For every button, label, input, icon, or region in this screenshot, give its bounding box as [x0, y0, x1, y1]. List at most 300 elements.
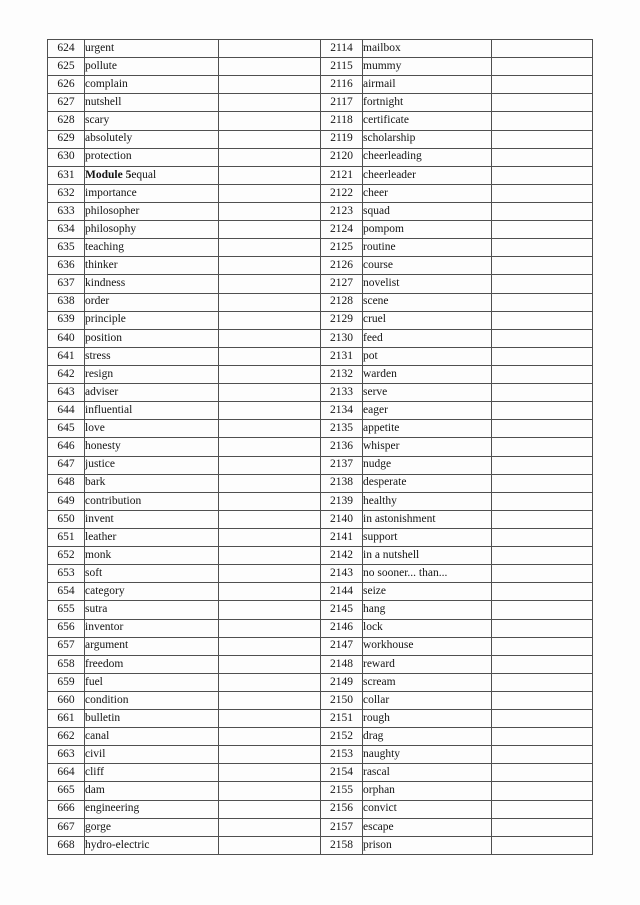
- right-word-cell: scholarship: [363, 130, 492, 148]
- right-word-cell: scream: [363, 673, 492, 691]
- right-index-cell: 2142: [321, 547, 363, 565]
- left-word-cell: love: [85, 420, 219, 438]
- left-index-cell: 660: [48, 691, 85, 709]
- left-answer-cell: [219, 673, 321, 691]
- left-index-cell: 653: [48, 565, 85, 583]
- right-word-cell: seize: [363, 583, 492, 601]
- left-answer-cell: [219, 547, 321, 565]
- left-answer-cell: [219, 40, 321, 58]
- left-answer-cell: [219, 637, 321, 655]
- right-answer-cell: [492, 528, 593, 546]
- right-index-cell: 2143: [321, 565, 363, 583]
- left-index-cell: 638: [48, 293, 85, 311]
- right-answer-cell: [492, 673, 593, 691]
- left-word-cell: freedom: [85, 655, 219, 673]
- right-answer-cell: [492, 456, 593, 474]
- right-answer-cell: [492, 746, 593, 764]
- left-index-cell: 631: [48, 166, 85, 184]
- left-answer-cell: [219, 293, 321, 311]
- right-answer-cell: [492, 818, 593, 836]
- right-answer-cell: [492, 311, 593, 329]
- right-answer-cell: [492, 384, 593, 402]
- left-index-cell: 637: [48, 275, 85, 293]
- table-row: [48, 728, 593, 746]
- left-answer-cell: [219, 601, 321, 619]
- left-index-cell: 630: [48, 148, 85, 166]
- table-row: [48, 710, 593, 728]
- left-word-cell: invent: [85, 510, 219, 528]
- right-word-cell: rascal: [363, 764, 492, 782]
- table-row: [48, 637, 593, 655]
- right-word-cell: cheer: [363, 184, 492, 202]
- left-word-cell: philosopher: [85, 202, 219, 220]
- right-answer-cell: [492, 221, 593, 239]
- table-row: [48, 420, 593, 438]
- right-answer-cell: [492, 510, 593, 528]
- table-row: [48, 402, 593, 420]
- right-word-cell: escape: [363, 818, 492, 836]
- left-index-cell: 667: [48, 818, 85, 836]
- left-answer-cell: [219, 311, 321, 329]
- left-index-cell: 665: [48, 782, 85, 800]
- left-word-cell: kindness: [85, 275, 219, 293]
- table-row: [48, 239, 593, 257]
- right-index-cell: 2129: [321, 311, 363, 329]
- left-word-cell: Module 5equal: [85, 166, 219, 184]
- table-row: [48, 691, 593, 709]
- module-heading: Module 5: [85, 168, 132, 181]
- right-index-cell: 2134: [321, 402, 363, 420]
- table-row: [48, 456, 593, 474]
- right-word-cell: collar: [363, 691, 492, 709]
- table-row: [48, 746, 593, 764]
- right-index-cell: 2122: [321, 184, 363, 202]
- left-index-cell: 626: [48, 76, 85, 94]
- right-answer-cell: [492, 565, 593, 583]
- right-index-cell: 2123: [321, 202, 363, 220]
- left-index-cell: 658: [48, 655, 85, 673]
- left-word-cell: justice: [85, 456, 219, 474]
- left-answer-cell: [219, 818, 321, 836]
- table-row: [48, 818, 593, 836]
- right-index-cell: 2128: [321, 293, 363, 311]
- left-index-cell: 666: [48, 800, 85, 818]
- right-answer-cell: [492, 329, 593, 347]
- right-word-cell: routine: [363, 239, 492, 257]
- right-index-cell: 2132: [321, 365, 363, 383]
- right-word-cell: rough: [363, 710, 492, 728]
- left-word-cell: category: [85, 583, 219, 601]
- table-row: [48, 293, 593, 311]
- left-index-cell: 640: [48, 329, 85, 347]
- right-answer-cell: [492, 76, 593, 94]
- right-answer-cell: [492, 836, 593, 854]
- left-index-cell: 642: [48, 365, 85, 383]
- left-index-cell: 656: [48, 619, 85, 637]
- right-index-cell: 2144: [321, 583, 363, 601]
- right-answer-cell: [492, 365, 593, 383]
- table-row: [48, 547, 593, 565]
- table-row: [48, 347, 593, 365]
- right-answer-cell: [492, 184, 593, 202]
- table-row: [48, 329, 593, 347]
- left-answer-cell: [219, 329, 321, 347]
- right-word-cell: no sooner... than...: [363, 565, 492, 583]
- right-answer-cell: [492, 782, 593, 800]
- right-answer-cell: [492, 601, 593, 619]
- right-word-cell: nudge: [363, 456, 492, 474]
- right-word-cell: pot: [363, 347, 492, 365]
- right-index-cell: 2118: [321, 112, 363, 130]
- table-row: [48, 76, 593, 94]
- left-answer-cell: [219, 528, 321, 546]
- right-word-cell: healthy: [363, 492, 492, 510]
- left-word-cell: soft: [85, 565, 219, 583]
- table-row: [48, 492, 593, 510]
- right-index-cell: 2150: [321, 691, 363, 709]
- right-word-cell: support: [363, 528, 492, 546]
- left-word-cell: engineering: [85, 800, 219, 818]
- left-index-cell: 655: [48, 601, 85, 619]
- right-index-cell: 2126: [321, 257, 363, 275]
- left-answer-cell: [219, 565, 321, 583]
- right-index-cell: 2137: [321, 456, 363, 474]
- left-index-cell: 629: [48, 130, 85, 148]
- right-answer-cell: [492, 202, 593, 220]
- right-answer-cell: [492, 800, 593, 818]
- left-answer-cell: [219, 402, 321, 420]
- right-index-cell: 2139: [321, 492, 363, 510]
- right-word-cell: convict: [363, 800, 492, 818]
- left-word-cell: influential: [85, 402, 219, 420]
- left-answer-cell: [219, 583, 321, 601]
- table-row: [48, 257, 593, 275]
- right-index-cell: 2153: [321, 746, 363, 764]
- table-row: [48, 800, 593, 818]
- left-answer-cell: [219, 130, 321, 148]
- left-answer-cell: [219, 438, 321, 456]
- left-index-cell: 644: [48, 402, 85, 420]
- left-answer-cell: [219, 184, 321, 202]
- right-answer-cell: [492, 402, 593, 420]
- left-index-cell: 657: [48, 637, 85, 655]
- left-word-cell: philosophy: [85, 221, 219, 239]
- left-index-cell: 650: [48, 510, 85, 528]
- right-word-cell: novelist: [363, 275, 492, 293]
- right-answer-cell: [492, 94, 593, 112]
- right-answer-cell: [492, 710, 593, 728]
- right-word-cell: mailbox: [363, 40, 492, 58]
- table-row: [48, 148, 593, 166]
- left-answer-cell: [219, 420, 321, 438]
- left-word-cell: adviser: [85, 384, 219, 402]
- left-word-cell: bark: [85, 474, 219, 492]
- right-index-cell: 2140: [321, 510, 363, 528]
- left-index-cell: 659: [48, 673, 85, 691]
- right-word-cell: mummy: [363, 58, 492, 76]
- right-word-cell: fortnight: [363, 94, 492, 112]
- right-index-cell: 2148: [321, 655, 363, 673]
- left-answer-cell: [219, 275, 321, 293]
- table-row: [48, 474, 593, 492]
- left-answer-cell: [219, 456, 321, 474]
- table-row: [48, 275, 593, 293]
- left-answer-cell: [219, 221, 321, 239]
- table-row: [48, 673, 593, 691]
- right-index-cell: 2146: [321, 619, 363, 637]
- left-index-cell: 627: [48, 94, 85, 112]
- table-row: [48, 438, 593, 456]
- table-row: [48, 112, 593, 130]
- left-word-cell: protection: [85, 148, 219, 166]
- right-word-cell: appetite: [363, 420, 492, 438]
- left-index-cell: 632: [48, 184, 85, 202]
- left-index-cell: 652: [48, 547, 85, 565]
- right-answer-cell: [492, 40, 593, 58]
- left-word-cell: inventor: [85, 619, 219, 637]
- table-row: [48, 655, 593, 673]
- left-index-cell: 639: [48, 311, 85, 329]
- left-word-cell: thinker: [85, 257, 219, 275]
- table-row: [48, 130, 593, 148]
- left-word-cell: bulletin: [85, 710, 219, 728]
- right-answer-cell: [492, 764, 593, 782]
- left-word-cell: contribution: [85, 492, 219, 510]
- right-word-cell: lock: [363, 619, 492, 637]
- table-row: [48, 94, 593, 112]
- right-index-cell: 2141: [321, 528, 363, 546]
- left-index-cell: 646: [48, 438, 85, 456]
- right-word-cell: naughty: [363, 746, 492, 764]
- left-index-cell: 662: [48, 728, 85, 746]
- left-answer-cell: [219, 510, 321, 528]
- table-row: [48, 836, 593, 854]
- right-answer-cell: [492, 293, 593, 311]
- left-answer-cell: [219, 691, 321, 709]
- left-index-cell: 661: [48, 710, 85, 728]
- left-answer-cell: [219, 148, 321, 166]
- left-word-cell: absolutely: [85, 130, 219, 148]
- left-word-cell: urgent: [85, 40, 219, 58]
- right-index-cell: 2121: [321, 166, 363, 184]
- left-word-cell: importance: [85, 184, 219, 202]
- right-word-cell: desperate: [363, 474, 492, 492]
- right-word-cell: reward: [363, 655, 492, 673]
- right-word-cell: course: [363, 257, 492, 275]
- left-word-cell: leather: [85, 528, 219, 546]
- left-word-cell: scary: [85, 112, 219, 130]
- left-word-cell: pollute: [85, 58, 219, 76]
- left-word-cell: position: [85, 329, 219, 347]
- right-index-cell: 2124: [321, 221, 363, 239]
- right-word-cell: in a nutshell: [363, 547, 492, 565]
- left-index-cell: 635: [48, 239, 85, 257]
- right-index-cell: 2116: [321, 76, 363, 94]
- right-index-cell: 2117: [321, 94, 363, 112]
- right-word-cell: orphan: [363, 782, 492, 800]
- left-answer-cell: [219, 58, 321, 76]
- left-answer-cell: [219, 655, 321, 673]
- right-word-cell: serve: [363, 384, 492, 402]
- left-answer-cell: [219, 112, 321, 130]
- right-word-cell: pompom: [363, 221, 492, 239]
- left-word-cell: nutshell: [85, 94, 219, 112]
- right-index-cell: 2149: [321, 673, 363, 691]
- left-index-cell: 648: [48, 474, 85, 492]
- left-word-cell: argument: [85, 637, 219, 655]
- right-index-cell: 2154: [321, 764, 363, 782]
- left-answer-cell: [219, 800, 321, 818]
- table-row: [48, 764, 593, 782]
- left-word-cell: order: [85, 293, 219, 311]
- right-index-cell: 2152: [321, 728, 363, 746]
- left-answer-cell: [219, 836, 321, 854]
- left-index-cell: 636: [48, 257, 85, 275]
- left-word-cell: condition: [85, 691, 219, 709]
- right-answer-cell: [492, 728, 593, 746]
- left-answer-cell: [219, 619, 321, 637]
- right-word-cell: scene: [363, 293, 492, 311]
- left-answer-cell: [219, 239, 321, 257]
- table-row: [48, 58, 593, 76]
- right-index-cell: 2155: [321, 782, 363, 800]
- left-answer-cell: [219, 94, 321, 112]
- left-index-cell: 625: [48, 58, 85, 76]
- right-answer-cell: [492, 547, 593, 565]
- right-word-cell: cruel: [363, 311, 492, 329]
- table-row: [48, 184, 593, 202]
- right-answer-cell: [492, 239, 593, 257]
- right-answer-cell: [492, 474, 593, 492]
- left-answer-cell: [219, 764, 321, 782]
- right-answer-cell: [492, 655, 593, 673]
- left-index-cell: 668: [48, 836, 85, 854]
- right-index-cell: 2158: [321, 836, 363, 854]
- right-index-cell: 2157: [321, 818, 363, 836]
- table-row: [48, 510, 593, 528]
- table-row: [48, 583, 593, 601]
- left-answer-cell: [219, 492, 321, 510]
- right-word-cell: squad: [363, 202, 492, 220]
- right-index-cell: 2138: [321, 474, 363, 492]
- left-index-cell: 634: [48, 221, 85, 239]
- table-row: [48, 166, 593, 184]
- left-index-cell: 664: [48, 764, 85, 782]
- left-index-cell: 641: [48, 347, 85, 365]
- table-row: [48, 384, 593, 402]
- right-index-cell: 2119: [321, 130, 363, 148]
- right-index-cell: 2151: [321, 710, 363, 728]
- right-answer-cell: [492, 58, 593, 76]
- right-answer-cell: [492, 438, 593, 456]
- right-word-cell: whisper: [363, 438, 492, 456]
- right-word-cell: workhouse: [363, 637, 492, 655]
- right-index-cell: 2130: [321, 329, 363, 347]
- left-word-cell: teaching: [85, 239, 219, 257]
- right-answer-cell: [492, 112, 593, 130]
- right-answer-cell: [492, 166, 593, 184]
- left-answer-cell: [219, 728, 321, 746]
- left-index-cell: 628: [48, 112, 85, 130]
- left-answer-cell: [219, 347, 321, 365]
- right-answer-cell: [492, 275, 593, 293]
- left-index-cell: 663: [48, 746, 85, 764]
- right-word-cell: hang: [363, 601, 492, 619]
- right-index-cell: 2133: [321, 384, 363, 402]
- right-word-cell: cheerleading: [363, 148, 492, 166]
- right-answer-cell: [492, 492, 593, 510]
- right-index-cell: 2114: [321, 40, 363, 58]
- table-row: [48, 202, 593, 220]
- right-index-cell: 2120: [321, 148, 363, 166]
- left-index-cell: 647: [48, 456, 85, 474]
- left-word-cell: civil: [85, 746, 219, 764]
- left-answer-cell: [219, 365, 321, 383]
- right-word-cell: feed: [363, 329, 492, 347]
- right-index-cell: 2145: [321, 601, 363, 619]
- right-index-cell: 2136: [321, 438, 363, 456]
- left-index-cell: 651: [48, 528, 85, 546]
- table-row: [48, 565, 593, 583]
- left-answer-cell: [219, 710, 321, 728]
- vocabulary-table-body: [48, 40, 593, 855]
- left-word-cell: cliff: [85, 764, 219, 782]
- right-answer-cell: [492, 347, 593, 365]
- left-answer-cell: [219, 746, 321, 764]
- right-answer-cell: [492, 257, 593, 275]
- table-row: [48, 528, 593, 546]
- table-row: [48, 782, 593, 800]
- left-index-cell: 624: [48, 40, 85, 58]
- left-index-cell: 649: [48, 492, 85, 510]
- left-word-cell: hydro-electric: [85, 836, 219, 854]
- right-word-cell: in astonishment: [363, 510, 492, 528]
- right-index-cell: 2135: [321, 420, 363, 438]
- left-answer-cell: [219, 166, 321, 184]
- table-row: [48, 221, 593, 239]
- left-word-cell: canal: [85, 728, 219, 746]
- table-row: [48, 40, 593, 58]
- right-answer-cell: [492, 691, 593, 709]
- right-index-cell: 2125: [321, 239, 363, 257]
- left-word-cell: complain: [85, 76, 219, 94]
- right-answer-cell: [492, 619, 593, 637]
- left-word-cell: stress: [85, 347, 219, 365]
- right-answer-cell: [492, 148, 593, 166]
- right-answer-cell: [492, 637, 593, 655]
- left-answer-cell: [219, 202, 321, 220]
- left-answer-cell: [219, 76, 321, 94]
- left-word-cell: fuel: [85, 673, 219, 691]
- right-answer-cell: [492, 420, 593, 438]
- left-index-cell: 654: [48, 583, 85, 601]
- right-word-cell: warden: [363, 365, 492, 383]
- left-word-cell: gorge: [85, 818, 219, 836]
- left-word-cell: dam: [85, 782, 219, 800]
- table-row: [48, 365, 593, 383]
- left-index-cell: 633: [48, 202, 85, 220]
- vocabulary-table: [47, 39, 593, 855]
- right-word-cell: cheerleader: [363, 166, 492, 184]
- table-row: [48, 619, 593, 637]
- left-answer-cell: [219, 257, 321, 275]
- left-word-cell: resign: [85, 365, 219, 383]
- left-index-cell: 645: [48, 420, 85, 438]
- left-word-cell: sutra: [85, 601, 219, 619]
- right-word-cell: eager: [363, 402, 492, 420]
- right-index-cell: 2147: [321, 637, 363, 655]
- table-row: [48, 311, 593, 329]
